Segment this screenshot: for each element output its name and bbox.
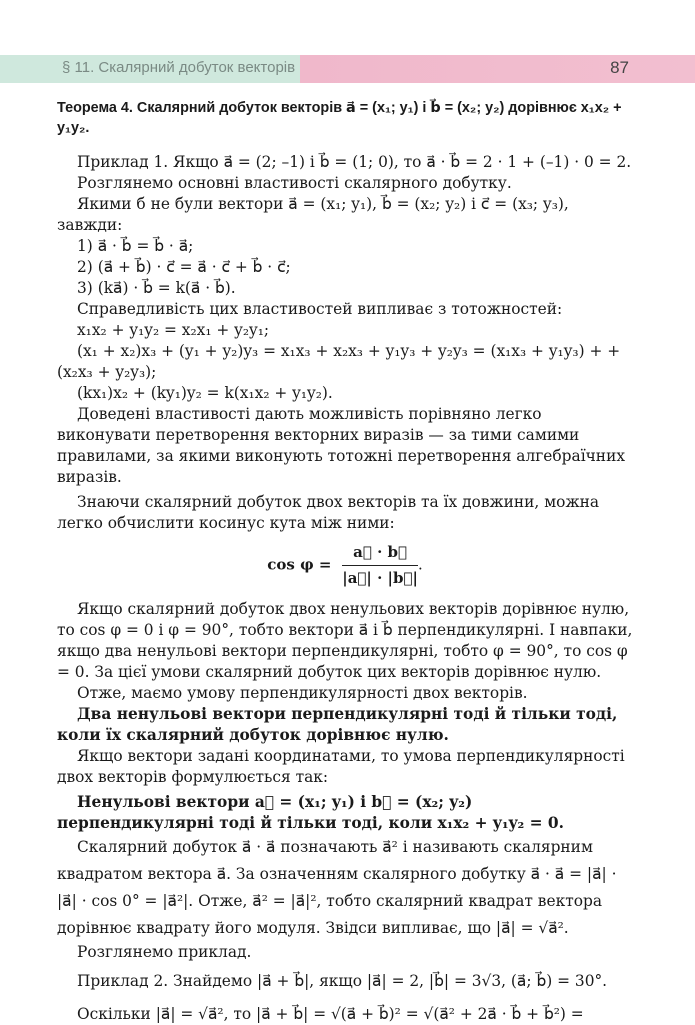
consider-example: Розглянемо приклад. (77, 943, 252, 961)
consider-properties: Розглянемо основні властивості скалярного добутку. (77, 174, 512, 192)
validity-text: Справедливість цих властивостей випливає з тотожностей: (77, 300, 563, 318)
proved-properties: Доведені властивості дають можливість порівняно легко виконувати перетворення векторних виразів — за тими самими правилами, за якими виконують тотожні перетворення алгебраїчних виразів. (57, 405, 626, 486)
identity-2: (x₁ + x₂)x₃ + (y₁ + y₂)y₃ = x₁x₃ + x₂x₃ + y₁y₃ + y₂y₃ = (x₁x₃ + y₁y₃) + + (x₂x₃ + y₂y₃); (57, 342, 621, 381)
identity-1: x₁x₂ + y₁y₂ = x₂x₁ + y₂y₁; (77, 321, 270, 339)
cos-fraction (342, 542, 418, 589)
cos-formula: cos φ = $\frac{a⃗ \cdot b⃗}{|a⃗| \cdot |b⃗|}$ . (267, 543, 423, 587)
scalar-square-paragraph: Скалярний добуток a⃗ · a⃗ позначають a⃗² і називають скалярним квадратом вектора a⃗. За означенням скалярного добутку a⃗ · a⃗ = |a⃗| · |a⃗| · cos 0° = |a⃗²|. Отже, a⃗² = |a⃗|², тобто скалярний квадрат вектора дорівнює квадрату його модуля. Звідси випливає, що |a⃗| = √a⃗². (57, 838, 617, 937)
cos-lhs: cos φ = (267, 555, 332, 574)
property-3: 3) (ka⃗) · b⃗ = k(a⃗ · b⃗). (77, 279, 236, 297)
property-1: 1) a⃗ · b⃗ = b⃗ · a⃗; (77, 237, 194, 255)
section-title: § 11. Скалярний добуток векторів (62, 59, 296, 76)
page-header (0, 55, 695, 83)
nonzero-paragraph: Якщо скалярний добуток двох ненульових векторів дорівнює нулю, то cos φ = 0 і φ = 90°, тобто вектори a⃗ і b⃗ перпендикулярні. І навпаки, якщо два ненульові вектори перпендикулярні, тобто φ = 90°, то cos φ = 0. За цієї умови скалярний добуток цих векторів дорівнює нулю. (57, 600, 633, 681)
page-content (57, 98, 633, 1025)
cos-numerator: a⃗ · b⃗ (342, 542, 418, 566)
property-2: 2) (a⃗ + b⃗) · c⃗ = a⃗ · c⃗ + b⃗ · c⃗; (77, 258, 291, 276)
thus-text: Отже, маємо умову перпендикулярності двох векторів. (77, 684, 528, 702)
knowing-text: Знаючи скалярний добуток двох векторів та їх довжини, можна легко обчислити косинус кута між ними: (57, 493, 600, 532)
page-number: 87 (610, 58, 629, 77)
vectors-statement: Якими б не були вектори a⃗ = (x₁; y₁), b⃗ = (x₂; y₂) і c⃗ = (x₃; y₃), завжди: (57, 195, 569, 234)
identity-3: (kx₁)x₂ + (ky₁)y₂ = k(x₁x₂ + y₁y₂). (77, 384, 333, 402)
example-2: Приклад 2. Знайдемо |a⃗ + b⃗|, якщо |a⃗| = 2, |b⃗| = 3√3, (a⃗; b⃗) = 30°. (77, 972, 608, 990)
theorem-4: Теорема 4. Скалярний добуток векторів a⃗ = (x₁; y₁) і b⃗ = (x₂; y₂) дорівнює x₁x₂ + y₁y₂. (57, 100, 622, 136)
example-1: Приклад 1. Якщо a⃗ = (2; –1) і b⃗ = (1; 0), то a⃗ · b⃗ = 2 · 1 + (–1) · 0 = 2. (77, 153, 632, 171)
perpendicularity-coords-rule: Ненульові вектори a⃗ = (x₁; y₁) і b⃗ = (x₂; y₂) перпендикулярні тоді й тільки тоді, коли x₁x₂ + y₁y₂ = 0. (57, 793, 564, 832)
since-formula: Оскільки |a⃗| = √a⃗², то |a⃗ + b⃗| = √(a⃗ + b⃗)² = √(a⃗² + 2a⃗ · b⃗ + b⃗²) = (77, 1005, 584, 1023)
coords-text: Якщо вектори задані координатами, то умова перпендикулярності двох векторів формулюється так: (57, 747, 625, 786)
cos-denominator: |a⃗| · |b⃗| (342, 569, 418, 587)
perpendicularity-rule: Два ненульові вектори перпендикулярні тоді й тільки тоді, коли їх скалярний добуток дорівнює нулю. (57, 705, 618, 744)
